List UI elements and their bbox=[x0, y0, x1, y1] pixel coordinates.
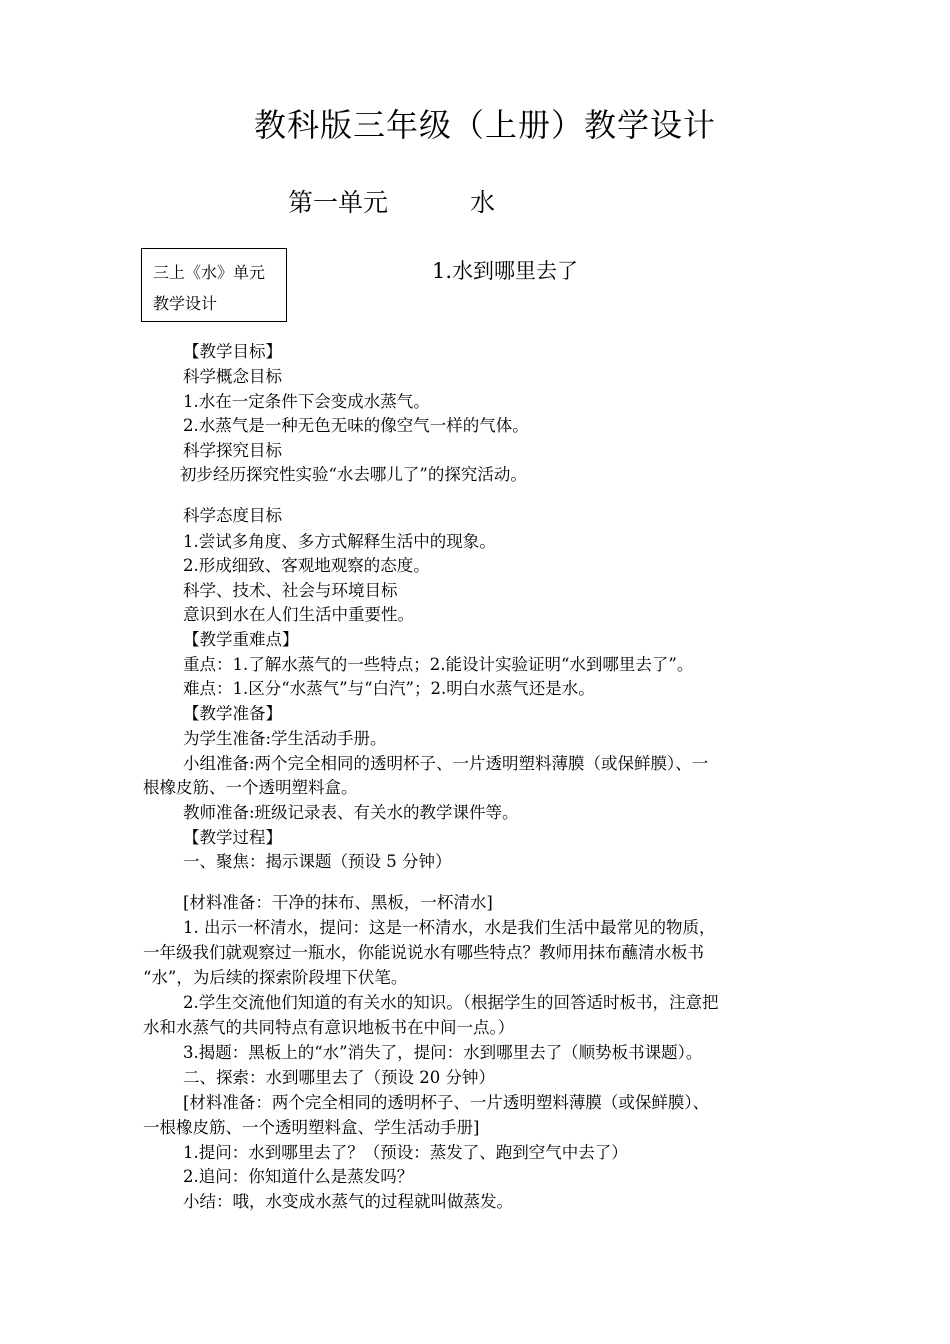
box-line-2: 教学设计 bbox=[153, 294, 218, 313]
section-heading-preparation: 【教学准备】 bbox=[183, 704, 282, 723]
document-title: 教科版三年级（上册）教学设计 bbox=[253, 106, 716, 144]
body-line: 2.追问：你知道什么是蒸发吗？ bbox=[183, 1167, 414, 1186]
body-line: 1.尝试多角度、多方式解释生活中的现象。 bbox=[183, 532, 496, 551]
body-line: 教师准备:班级记录表、有关水的教学课件等。 bbox=[183, 803, 519, 822]
body-line: 难点：1.区分“水蒸气”与“白汽”；2.明白水蒸气还是水。 bbox=[183, 679, 595, 698]
subheading-stse: 科学、技术、社会与环境目标 bbox=[183, 581, 398, 600]
body-line: [材料准备：两个完全相同的透明杯子、一片透明塑料薄膜（或保鲜膜）、 bbox=[183, 1093, 710, 1112]
body-line: 意识到水在人们生活中重要性。 bbox=[183, 605, 414, 624]
body-line: 2.形成细致、客观地观察的态度。 bbox=[183, 556, 430, 575]
unit-design-box bbox=[141, 248, 287, 322]
unit-label: 第一单元 bbox=[288, 188, 389, 217]
body-line: 1.水在一定条件下会变成水蒸气。 bbox=[183, 392, 430, 411]
body-line: 一根橡皮筋、一个透明塑料盒、学生活动手册] bbox=[143, 1118, 480, 1137]
body-line: 2.水蒸气是一种无色无味的像空气一样的气体。 bbox=[183, 416, 529, 435]
body-line: 1. 出示一杯清水，提问：这是一杯清水，水是我们生活中最常见的物质， bbox=[183, 918, 716, 937]
body-line: 3.揭题：黑板上的“水”消失了，提问：水到哪里去了（顺势板书课题）。 bbox=[183, 1043, 703, 1062]
body-line: 重点：1.了解水蒸气的一些特点；2.能设计实验证明“水到哪里去了”。 bbox=[183, 655, 694, 674]
body-line: 水和水蒸气的共同特点有意识地板书在中间一点。） bbox=[143, 1018, 515, 1037]
body-line: 2.学生交流他们知道的有关水的知识。（根据学生的回答适时板书，注意把 bbox=[183, 993, 719, 1012]
box-line-1: 三上《水》单元 bbox=[153, 263, 266, 282]
body-line: 一、聚焦：揭示课题（预设 5 分钟） bbox=[183, 852, 452, 871]
body-line: 为学生准备:学生活动手册。 bbox=[183, 729, 387, 748]
body-line: 初步经历探究性实验“水去哪儿了”的探究活动。 bbox=[180, 465, 527, 484]
section-heading-process: 【教学过程】 bbox=[183, 828, 282, 847]
body-line: 小组准备:两个完全相同的透明杯子、一片透明塑料薄膜（或保鲜膜）、一 bbox=[183, 754, 709, 773]
subheading-concept: 科学概念目标 bbox=[183, 367, 282, 386]
body-line: 一年级我们就观察过一瓶水，你能说说水有哪些特点？教师用抹布蘸清水板书 bbox=[143, 943, 704, 962]
subheading-inquiry: 科学探究目标 bbox=[183, 441, 282, 460]
body-line: 1.提问：水到哪里去了？（预设：蒸发了、跑到空气中去了） bbox=[183, 1143, 628, 1162]
body-line: 小结：哦，水变成水蒸气的过程就叫做蒸发。 bbox=[183, 1192, 513, 1211]
body-line: 二、探索：水到哪里去了（预设 20 分钟） bbox=[183, 1068, 495, 1087]
subheading-attitude: 科学态度目标 bbox=[183, 506, 282, 525]
section-heading-objectives: 【教学目标】 bbox=[183, 342, 282, 361]
lesson-title: 1.水到哪里去了 bbox=[432, 259, 579, 283]
unit-name: 水 bbox=[470, 188, 496, 217]
body-line: “水”，为后续的探索阶段埋下伏笔。 bbox=[143, 968, 408, 987]
section-heading-key-points: 【教学重难点】 bbox=[183, 630, 299, 649]
body-line: 根橡皮筋、一个透明塑料盒。 bbox=[143, 778, 358, 797]
body-line: [材料准备：干净的抹布、黑板，一杯清水] bbox=[183, 893, 493, 912]
unit-heading bbox=[288, 183, 495, 219]
